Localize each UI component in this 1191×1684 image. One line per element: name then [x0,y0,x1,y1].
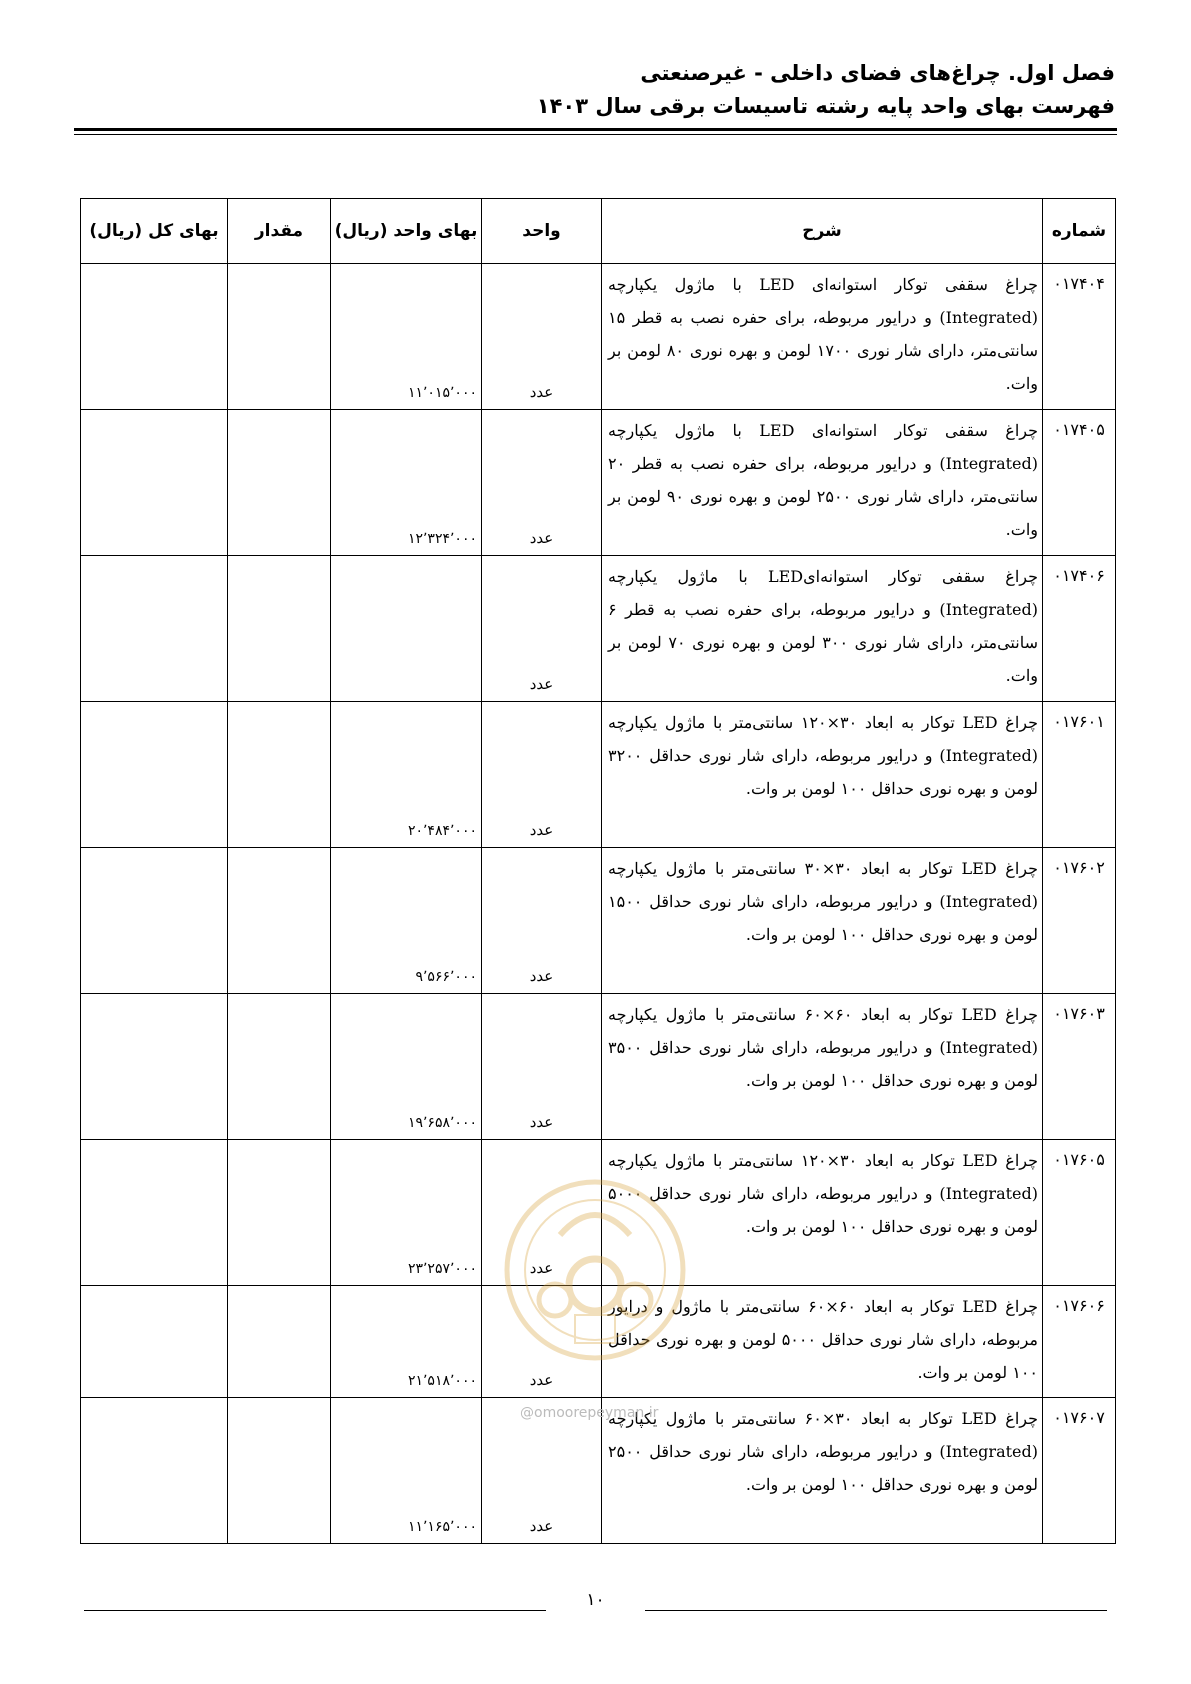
col-header-total: بهای کل (ریال) [81,199,228,264]
header-divider [74,128,1117,135]
table-row [81,1140,1116,1286]
item-total-price [81,848,228,994]
col-header-unit: واحد [482,199,602,264]
item-code: ۰۱۷۶۰۵ [1043,1140,1116,1286]
item-description: چراغ سقفی توکار استوانه‌ای LED با ماژول یکپارچه (Integrated) و درایور مربوطه، برای حفره نصب به قطر ۲۰ سانتی‌متر، دارای شار نوری ۲۵۰۰ لومن و بهره نوری ۹۰ لومن بر وات. [602,410,1043,556]
item-unit-price: ۲۰٬۴۸۴٬۰۰۰ [331,702,482,848]
item-total-price [81,702,228,848]
item-code: ۰۱۷۴۰۵ [1043,410,1116,556]
item-code: ۰۱۷۶۰۷ [1043,1398,1116,1544]
col-header-unit-price: بهای واحد (ریال) [331,199,482,264]
item-total-price [81,1140,228,1286]
item-unit: عدد [482,1398,602,1544]
table-row [81,994,1116,1140]
item-unit-price: ۱۱٬۰۱۵٬۰۰۰ [331,264,482,410]
item-code: ۰۱۷۶۰۲ [1043,848,1116,994]
item-total-price [81,556,228,702]
item-quantity [228,556,331,702]
price-table [80,198,1116,1544]
item-total-price [81,410,228,556]
item-total-price [81,1398,228,1544]
item-description: چراغ سقفی توکار استوانه‌ایLED با ماژول یکپارچه (Integrated) و درایور مربوطه، برای حفره نصب به قطر ۶ سانتی‌متر، دارای شار نوری ۳۰۰ لومن و بهره نوری ۷۰ لومن بر وات. [602,556,1043,702]
item-code: ۰۱۷۶۰۳ [1043,994,1116,1140]
item-description: چراغ LED توکار به ابعاد ۳۰×۶۰ سانتی‌متر با ماژول یکپارچه (Integrated) و درایور مربوطه، دارای شار نوری حداقل ۲۵۰۰ لومن و بهره نوری حداقل ۱۰۰ لومن بر وات. [602,1398,1043,1544]
item-unit-price: ۱۱٬۱۶۵٬۰۰۰ [331,1398,482,1544]
item-description: چراغ سقفی توکار استوانه‌ای LED با ماژول یکپارچه (Integrated) و درایور مربوطه، برای حفره نصب به قطر ۱۵ سانتی‌متر، دارای شار نوری ۱۷۰۰ لومن و بهره نوری ۸۰ لومن بر وات. [602,264,1043,410]
footer-rule-left [84,1610,546,1611]
item-description: چراغ LED توکار به ابعاد ۶۰×۶۰ سانتی‌متر با ماژول و درایور مربوطه، دارای شار نوری حداقل ۵۰۰۰ لومن و بهره نوری حداقل ۱۰۰ لومن بر وات. [602,1286,1043,1398]
item-code: ۰۱۷۶۰۶ [1043,1286,1116,1398]
item-code: ۰۱۷۶۰۱ [1043,702,1116,848]
item-unit: عدد [482,1286,602,1398]
table-row [81,1398,1116,1544]
chapter-title: فصل اول. چراغ‌های فضای داخلی - غیرصنعتی [640,61,1115,85]
item-unit: عدد [482,848,602,994]
item-quantity [228,994,331,1140]
item-unit-price: ۹٬۵۶۶٬۰۰۰ [331,848,482,994]
item-total-price [81,994,228,1140]
item-unit-price: ۲۳٬۲۵۷٬۰۰۰ [331,1140,482,1286]
item-unit: عدد [482,702,602,848]
item-code: ۰۱۷۴۰۶ [1043,556,1116,702]
item-unit-price: ۱۹٬۶۵۸٬۰۰۰ [331,994,482,1140]
item-quantity [228,410,331,556]
item-quantity [228,264,331,410]
item-description: چراغ LED توکار به ابعاد ۶۰×۶۰ سانتی‌متر با ماژول یکپارچه (Integrated) و درایور مربوطه، دارای شار نوری حداقل ۳۵۰۰ لومن و بهره نوری حداقل ۱۰۰ لومن بر وات. [602,994,1043,1140]
page-footer [84,1590,1107,1620]
item-unit-price: ۱۲٬۳۲۴٬۰۰۰ [331,410,482,556]
item-quantity [228,1140,331,1286]
table-row [81,556,1116,702]
item-unit: عدد [482,264,602,410]
table-row [81,264,1116,410]
item-unit: عدد [482,994,602,1140]
table-row [81,1286,1116,1398]
col-header-code: شماره [1043,199,1116,264]
item-unit-price [331,556,482,702]
item-quantity [228,1286,331,1398]
table-header-row [81,199,1116,264]
item-unit: عدد [482,410,602,556]
item-quantity [228,1398,331,1544]
item-description: چراغ LED توکار به ابعاد ۳۰×۱۲۰ سانتی‌متر با ماژول یکپارچه (Integrated) و درایور مربوطه، دارای شار نوری حداقل ۳۲۰۰ لومن و بهره نوری حداقل ۱۰۰ لومن بر وات. [602,702,1043,848]
item-description: چراغ LED توکار به ابعاد ۳۰×۳۰ سانتی‌متر با ماژول یکپارچه (Integrated) و درایور مربوطه، دارای شار نوری حداقل ۱۵۰۰ لومن و بهره نوری حداقل ۱۰۰ لومن بر وات. [602,848,1043,994]
item-total-price [81,264,228,410]
item-total-price [81,1286,228,1398]
col-header-desc: شرح [602,199,1043,264]
item-unit: عدد [482,1140,602,1286]
table-row [81,702,1116,848]
item-quantity [228,702,331,848]
price-list-title: فهرست بهای واحد پایه رشته تاسیسات برقی سال ۱۴۰۳ [536,94,1115,118]
watermark-text: @omoorepeyman.ir [520,1405,659,1421]
page-header [65,58,1115,121]
table-row [81,848,1116,994]
item-unit-price: ۲۱٬۵۱۸٬۰۰۰ [331,1286,482,1398]
item-description: چراغ LED توکار به ابعاد ۳۰×۱۲۰ سانتی‌متر با ماژول یکپارچه (Integrated) و درایور مربوطه، دارای شار نوری حداقل ۵۰۰۰ لومن و بهره نوری حداقل ۱۰۰ لومن بر وات. [602,1140,1043,1286]
item-unit: عدد [482,556,602,702]
table-row [81,410,1116,556]
item-code: ۰۱۷۴۰۴ [1043,264,1116,410]
footer-rule-right [645,1610,1107,1611]
col-header-qty: مقدار [228,199,331,264]
item-quantity [228,848,331,994]
page-number: ۱۰ [586,1590,605,1610]
